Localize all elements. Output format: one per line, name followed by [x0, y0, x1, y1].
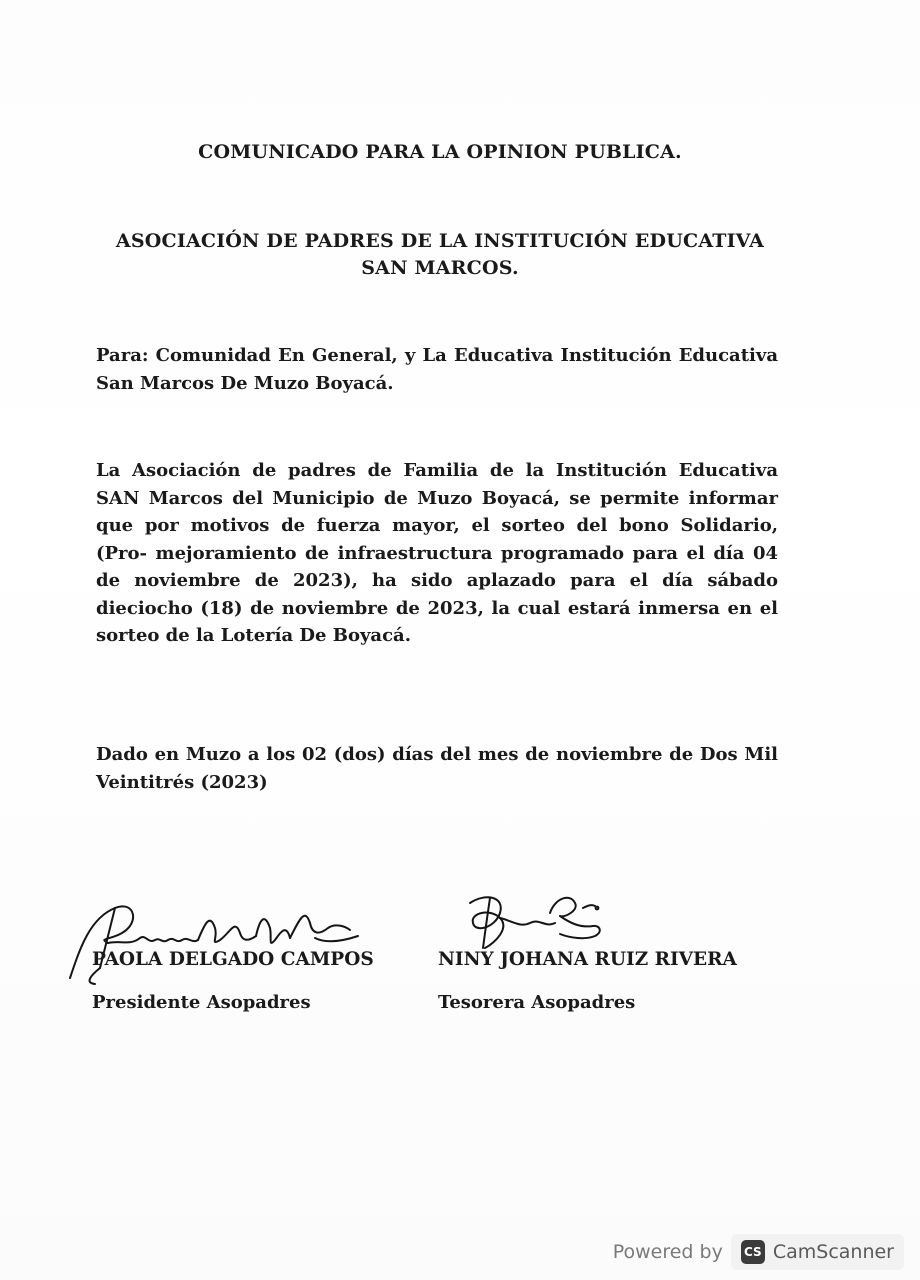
- camscanner-watermark: [613, 1234, 904, 1270]
- organization-heading-line2: SAN MARCOS.: [361, 257, 519, 279]
- camscanner-logo-icon: CS: [741, 1240, 765, 1264]
- body-paragraph: La Asociación de padres de Familia de la Institución Educativa SAN Marcos del Municipio de Muzo Boyacá, se permite informar que por motivos de fuerza mayor, el sorteo del bono Solidario, (Pro- mejoramiento de infraestructura programado para el día 04 de noviembre de 2023), ha sido aplazado para el día sábado dieciocho (18) de noviembre de 2023, la cual estará inmersa en el sorteo de la Lotería De Boyacá.: [96, 460, 778, 646]
- camscanner-badge: [731, 1234, 904, 1270]
- organization-heading: [0, 228, 880, 282]
- organization-heading-line1: ASOCIACIÓN DE PADRES DE LA INSTITUCIÓN EDUCATIVA: [115, 230, 765, 252]
- signer-role: Tesorera Asopadres: [438, 992, 636, 1013]
- signer-name: NINY JOHANA RUIZ RIVERA: [438, 949, 737, 970]
- signer-role: Presidente Asopadres: [92, 992, 311, 1013]
- date-paragraph: Dado en Muzo a los 02 (dos) días del mes de noviembre de Dos Mil Veintitrés (2023): [96, 744, 778, 793]
- signature-block-president: [92, 949, 374, 1013]
- powered-by-label: Powered by: [612, 1241, 723, 1263]
- signature-block-treasurer: [438, 949, 737, 1013]
- recipient-paragraph: Para: Comunidad En General, y La Educativa Institución Educativa San Marcos De Muzo Boyacá.: [96, 345, 778, 394]
- signer-name: PAOLA DELGADO CAMPOS: [92, 949, 374, 970]
- document-title: COMUNICADO PARA LA OPINION PUBLICA.: [198, 141, 682, 163]
- signature-right-scribble: [455, 888, 615, 958]
- camscanner-brand: CamScanner: [772, 1241, 894, 1263]
